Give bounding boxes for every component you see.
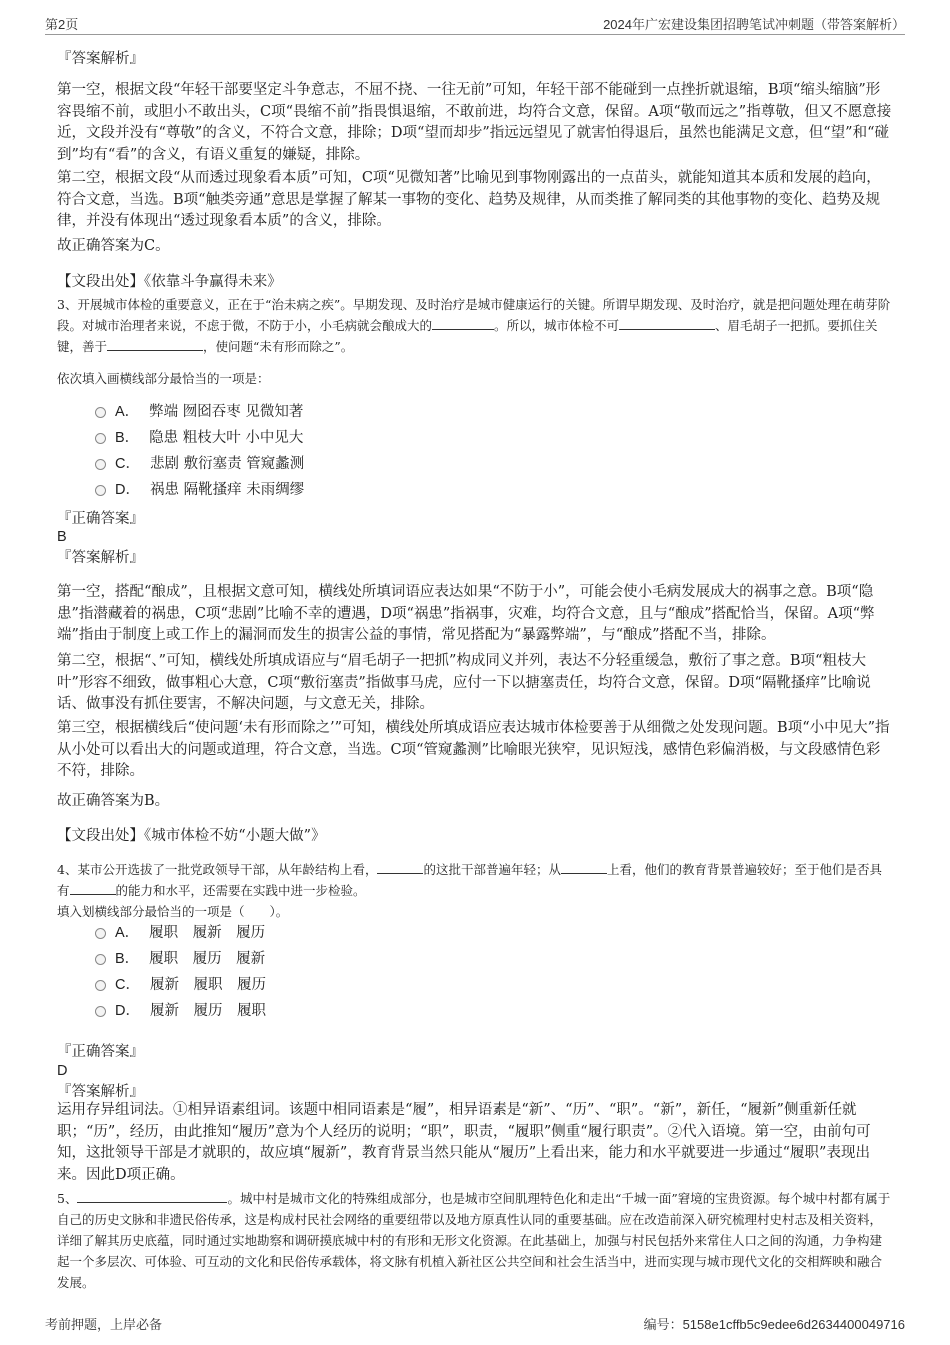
q3-source: 【文段出处】《城市体检不妨“小题大做”》 xyxy=(57,828,326,844)
option-text: 祸患 隔靴搔痒 未雨绸缪 xyxy=(149,482,305,498)
q2-analysis-p2: 第二空，根据文段“从而透过现象看本质”可知，C项“见微知著”比喻见到事物刚露出的一点苗头，就能知道其本质和发展的趋向，符合文意，当选。B项“触类旁通”意思是掌握了解某一事物的变化、趋势及规律，从而类推了解同类的其他事物的变化、趋势及规律，并没有体现出“透过现象看本质”的含义，排除。 xyxy=(57,170,881,229)
q3-stem-part-a: 3、开展城市体检的重要意义，正在于“治未病之疾”。早期发现、及时治疗是城市健康运行的关键。所谓早期发现、及时治疗，就是把问题处理在萌芽阶段。对城市治理者来说，不虑于微，不防于小，小毛病就会酿成大的 xyxy=(57,297,891,333)
q3-blank-3 xyxy=(107,336,203,351)
radio-icon[interactable] xyxy=(95,928,106,939)
q3-stem-part-c: 、眉毛胡子一把抓。要抓住关键，善于 xyxy=(57,318,878,354)
q4-analysis-label: 『答案解析』 xyxy=(57,1084,144,1100)
q4-analysis: 运用存异组词法。①相异语素组词。该题中相同语素是“履”，相异语素是“新”、“历”、“职”。“新”，新任，“履新”侧重新任就职；“历”，经历，由此推知“履历”意为个人经历的说明；“职”，职责，“履职”侧重“履行职责”。②代入语境。第一空，由前句可知，这批领导干部是才就职的，故应填“履新”，教育背景当然只能从“履历”上看出来，能力和水平就要进一步通过“履职”表现出来。因此D项正确。 xyxy=(57,1102,871,1183)
q3-option-a[interactable] xyxy=(95,401,303,423)
q2-source: 【文段出处】《依靠斗争赢得未来》 xyxy=(57,274,282,290)
option-text: 履职 履历 履新 xyxy=(149,951,266,967)
radio-icon[interactable] xyxy=(95,1006,106,1017)
q3-blank-2 xyxy=(619,315,715,330)
q2-analysis-p1: 第一空，根据文段“年轻干部要坚定斗争意志，不屈不挠、一往无前”可知，年轻干部不能碰到一点挫折就退缩，B项“缩头缩脑”形容畏缩不前，或胆小不敢出头，C项“畏缩不前”指畏惧退缩，不敢前进，均符合文意，保留。A项“敬而远之”指尊敬，但又不愿意接近，文段并没有“尊敬”的含义，不符合文意，排除；D项“望而却步”指远远望见了就害怕得退后，虽然也能满足文意，但“望”和“碰到”均有“看”的含义，有语义重复的嫌疑，排除。 xyxy=(57,82,892,163)
q3-analysis-label: 『答案解析』 xyxy=(57,550,144,566)
q3-stem-part-d: ，使问题“未有形而除之”。 xyxy=(203,339,354,354)
q3-conclusion: 故正确答案为B。 xyxy=(57,793,170,809)
q4-stem-part-a: 4、某市公开选拔了一批党政领导干部，从年龄结构上看， xyxy=(57,862,378,877)
q3-analysis-p1: 第一空，搭配“酿成”，且根据文意可知，横线处所填词语应表达如果“不防于小”，可能会使小毛病发展成大的祸事之意。B项“隐患”指潜藏着的祸患，C项“悲剧”比喻不幸的遭遇，D项“祸患”指祸事，灾难，均符合文意，且与“酿成”搭配恰当，保留。A项“弊端”指由于制度上或工作上的漏洞而发生的损害公益的事情，常见搭配为“暴露弊端”，与“酿成”搭配不当，排除。 xyxy=(57,584,875,643)
q4-option-a[interactable] xyxy=(95,922,265,944)
radio-icon[interactable] xyxy=(95,407,106,418)
q4-prompt: 填入划横线部分最恰当的一项是（ ）。 xyxy=(57,904,289,919)
q3-correct-answer: B xyxy=(57,529,67,545)
q3-prompt: 依次填入画横线部分最恰当的一项是： xyxy=(57,371,270,386)
q3-stem-part-b: 。所以，城市体检不可 xyxy=(494,318,620,333)
q4-stem-part-d: 的能力和水平，还需要在实践中进一步检验。 xyxy=(115,883,366,898)
option-text: 弊端 囫囵吞枣 见微知著 xyxy=(149,404,304,420)
page-number: 第2页 xyxy=(45,17,79,32)
q2-conclusion: 故正确答案为C。 xyxy=(57,238,170,254)
document-title: 2024年广宏建设集团招聘笔试冲刺题（带答案解析） xyxy=(603,17,905,32)
footer-slogan: 考前押题，上岸必备 xyxy=(45,1317,163,1332)
q3-blank-1 xyxy=(432,315,494,330)
radio-icon[interactable] xyxy=(95,433,106,444)
option-letter: B． xyxy=(115,430,140,446)
q4-stem-part-b: 的这批干部普遍年轻；从 xyxy=(423,862,561,877)
q2-analysis-label: 『答案解析』 xyxy=(57,51,144,67)
option-text: 隐患 粗枝大叶 小中见大 xyxy=(149,430,304,446)
option-letter: C． xyxy=(115,456,140,472)
page-header xyxy=(45,14,905,35)
q4-correct-answer: D xyxy=(57,1063,68,1079)
q4-blank-2 xyxy=(561,859,607,874)
q3-analysis-p3: 第三空，根据横线后“使问题‘未有形而除之’”可知，横线处所填成语应表达城市体检要善于从细微之处发现问题。B项“小中见大”指从小处可以看出大的问题或道理，符合文意，当选。C项“管窥蠡测”比喻眼光狭窄，见识短浅，感情色彩偏消极，与文段感情色彩不符，排除。 xyxy=(57,720,890,779)
option-letter: B． xyxy=(115,951,140,967)
q4-option-c[interactable] xyxy=(95,974,266,996)
q5-blank xyxy=(77,1188,227,1203)
option-letter: C． xyxy=(115,977,140,993)
q4-option-d[interactable] xyxy=(95,1000,266,1022)
q4-stem xyxy=(57,859,892,901)
q3-analysis-p2: 第二空，根据“、”可知，横线处所填成语应与“眉毛胡子一把抓”构成同义并列，表达不分轻重缓急，敷衍了事之意。B项“粗枝大叶”形容不细致，做事粗心大意，C项“敷衍塞责”指做事马虎，应付一下以搪塞责任，均符合文意，保留。D项“隔靴搔痒”比喻说话、做事没有抓住要害，不解决问题，与文意无关，排除。 xyxy=(57,653,871,712)
radio-icon[interactable] xyxy=(95,954,106,965)
q5-stem-text: 。城中村是城市文化的特殊组成部分，也是城市空间肌理特色化和走出“千城一面”窘境的宝贵资源。每个城中村都有属于自己的历史文脉和非遗民俗传承，这是构成村民社会网络的重要纽带以及地方原真性认同的重要基础。应在改造前深入研究梳理村史村志及相关资料，详细了解其历史底蕴，同时通过实地勘察和调研摸底城中村的有形和无形文化资源。在此基础上，加强与村民包括外来常住人口之间的沟通，力争构建起一个多层次、可体验、可互动的文化和民俗传承载体，将文脉有机植入新社区公共空间和社会生活当中，进而实现与城市现代文化的交相辉映和融合发展。 xyxy=(57,1191,891,1290)
radio-icon[interactable] xyxy=(95,980,106,991)
q5-stem xyxy=(57,1188,892,1293)
q3-option-c[interactable] xyxy=(95,453,304,475)
option-text: 履新 履历 履职 xyxy=(149,1003,266,1019)
q4-blank-1 xyxy=(377,859,423,874)
option-letter: D． xyxy=(115,1003,140,1019)
option-letter: D． xyxy=(115,482,140,498)
q4-blank-3 xyxy=(70,880,116,895)
q3-stem xyxy=(57,294,892,357)
radio-icon[interactable] xyxy=(95,485,106,496)
q4-option-b[interactable] xyxy=(95,948,265,970)
option-letter: A． xyxy=(115,925,140,941)
radio-icon[interactable] xyxy=(95,459,106,470)
option-text: 悲剧 敷衍塞责 管窥蠡测 xyxy=(149,456,305,472)
q3-option-b[interactable] xyxy=(95,427,303,449)
option-letter: A． xyxy=(115,404,140,420)
q3-option-d[interactable] xyxy=(95,479,304,501)
option-text: 履职 履新 履历 xyxy=(149,925,266,941)
document-id: 编号：5158e1cffb5c9edee6d2634400049716 xyxy=(643,1317,905,1332)
q3-correct-label: 『正确答案』 xyxy=(57,511,144,527)
q5-number: 5、 xyxy=(57,1191,78,1206)
option-text: 履新 履职 履历 xyxy=(149,977,266,993)
q4-correct-label: 『正确答案』 xyxy=(57,1044,144,1060)
q4-stem-part-c: 上看，他们的教育背景普遍较好；至于他们是否具有 xyxy=(57,862,882,898)
